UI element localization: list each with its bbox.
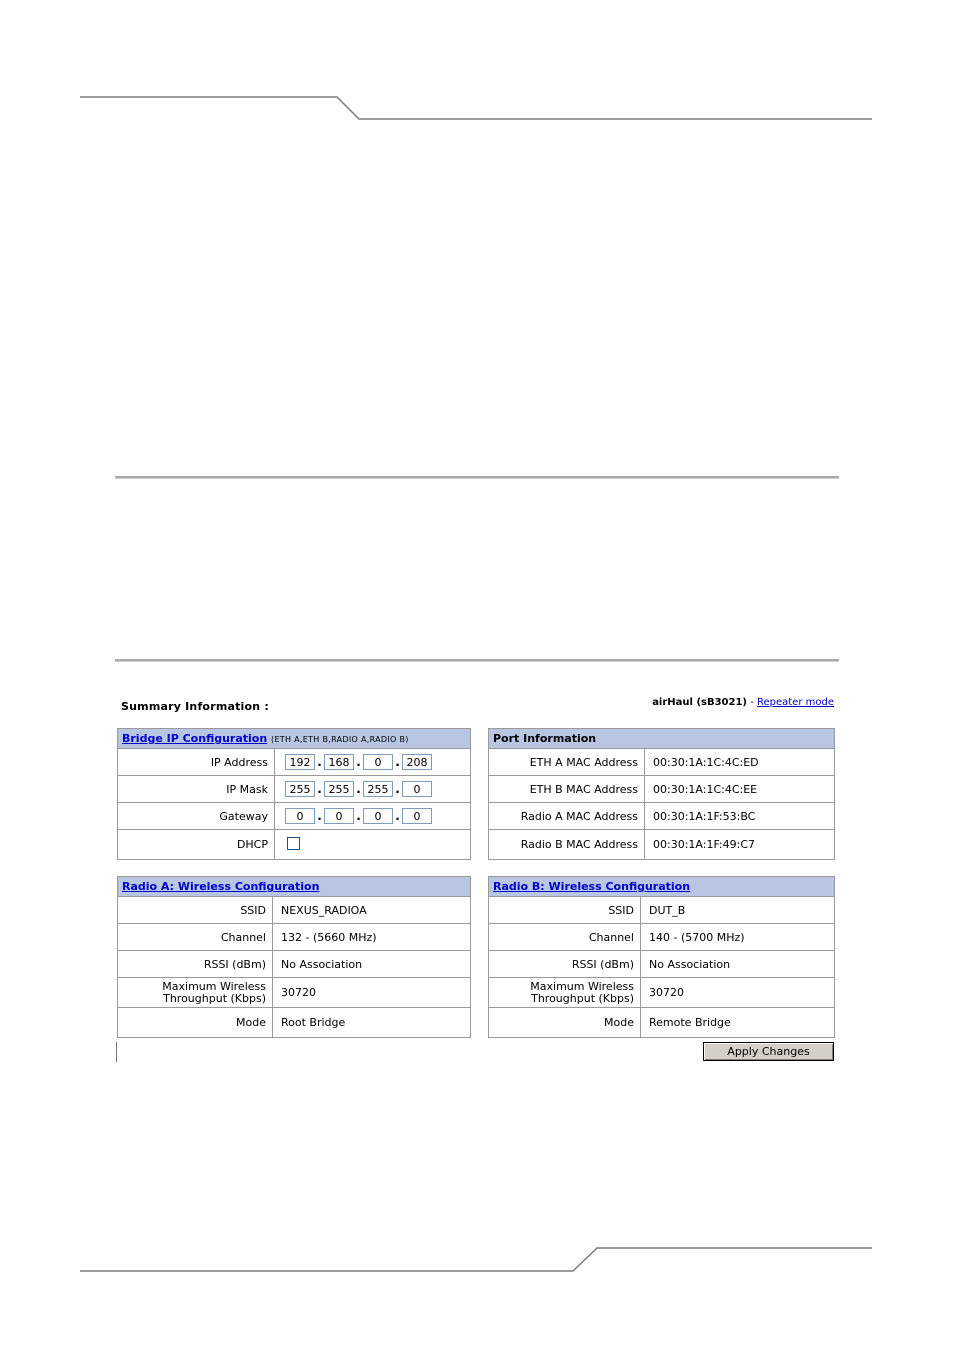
- ip-octet-2[interactable]: [324, 754, 354, 770]
- radio-b-mac-value: 00:30:1A:1F:49:C7: [645, 830, 835, 860]
- mask-octet-1[interactable]: [285, 781, 315, 797]
- radio-a-throughput-label: [118, 978, 273, 1008]
- radio-a-ssid-label: SSID: [118, 897, 273, 924]
- divider-top: [115, 476, 839, 479]
- radio-b-channel-label: Channel: [489, 924, 641, 951]
- radio-b-mac-label: Radio B MAC Address: [489, 830, 645, 860]
- gateway-cell: [275, 803, 471, 830]
- device-info: [652, 697, 834, 708]
- ip-address-field: 192 . 168 . 0 . 208: [285, 754, 432, 770]
- radio-a-mac-value: 00:30:1A:1F:53:BC: [645, 803, 835, 830]
- radio-b-rssi-value: No Association: [641, 951, 835, 978]
- ip-mask-label: IP Mask: [118, 776, 275, 803]
- ip-octet-1[interactable]: [285, 754, 315, 770]
- device-name: airHaul (sB3021): [652, 697, 747, 708]
- eth-b-mac-label: ETH B MAC Address: [489, 776, 645, 803]
- gateway-octet-2[interactable]: [324, 808, 354, 824]
- ip-address-cell: [275, 749, 471, 776]
- summary-panel: [115, 689, 839, 1064]
- bridge-ip-config-link[interactable]: Bridge IP Configuration: [122, 732, 268, 745]
- radio-a-throughput-label-line2: Throughput (Kbps): [163, 991, 266, 1005]
- ip-mask-field: 255 . 255 . 255 . 0: [285, 781, 432, 797]
- dhcp-cell: [275, 830, 471, 860]
- radio-b-ssid-label: SSID: [489, 897, 641, 924]
- radio-b-header: [489, 877, 835, 897]
- eth-a-mac-value: 00:30:1A:1C:4C:ED: [645, 749, 835, 776]
- port-info-table: [488, 728, 835, 860]
- gateway-octet-1[interactable]: [285, 808, 315, 824]
- radio-b-mode-label: Mode: [489, 1008, 641, 1038]
- port-info-header: Port Information: [489, 729, 835, 749]
- radio-a-mode-value: Root Bridge: [273, 1008, 471, 1038]
- ip-octet-4[interactable]: [402, 754, 432, 770]
- radio-a-config-link[interactable]: Radio A: Wireless Configuration: [122, 880, 320, 893]
- radio-b-ssid-value: DUT_B: [641, 897, 835, 924]
- bridge-ip-subtitle: (ETH A,ETH B,RADIO A,RADIO B): [271, 735, 409, 744]
- radio-b-config-link[interactable]: Radio B: Wireless Configuration: [493, 880, 691, 893]
- apply-changes-button[interactable]: Apply Changes: [703, 1042, 834, 1061]
- gateway-octet-3[interactable]: [363, 808, 393, 824]
- radio-b-throughput-label-line2: Throughput (Kbps): [531, 991, 634, 1005]
- radio-a-header: [118, 877, 471, 897]
- gateway-octet-4[interactable]: [402, 808, 432, 824]
- ip-octet-3[interactable]: [363, 754, 393, 770]
- dhcp-checkbox[interactable]: [287, 837, 300, 850]
- mask-octet-2[interactable]: [324, 781, 354, 797]
- device-separator: -: [750, 697, 754, 708]
- mask-octet-3[interactable]: [363, 781, 393, 797]
- radio-a-rssi-label: RSSI (dBm): [118, 951, 273, 978]
- summary-title: Summary Information :: [121, 700, 269, 713]
- radio-b-throughput-value: 30720: [641, 978, 835, 1008]
- panel-left-edge: [116, 1042, 117, 1062]
- radio-a-table: [117, 876, 471, 1038]
- repeater-mode-link[interactable]: Repeater mode: [756, 697, 834, 708]
- radio-b-throughput-label: [489, 978, 641, 1008]
- eth-a-mac-label: ETH A MAC Address: [489, 749, 645, 776]
- bridge-ip-table: [117, 728, 471, 860]
- radio-a-channel-label: Channel: [118, 924, 273, 951]
- radio-a-channel-value: 132 - (5660 MHz): [273, 924, 471, 951]
- radio-b-mode-value: Remote Bridge: [641, 1008, 835, 1038]
- ip-mask-cell: [275, 776, 471, 803]
- divider-bottom: [115, 659, 839, 662]
- mask-octet-4[interactable]: [402, 781, 432, 797]
- gateway-label: Gateway: [118, 803, 275, 830]
- radio-b-throughput-label-line1: Maximum Wireless: [530, 979, 634, 993]
- dhcp-label: DHCP: [118, 830, 275, 860]
- eth-b-mac-value: 00:30:1A:1C:4C:EE: [645, 776, 835, 803]
- radio-b-rssi-label: RSSI (dBm): [489, 951, 641, 978]
- radio-a-mac-label: Radio A MAC Address: [489, 803, 645, 830]
- radio-a-rssi-value: No Association: [273, 951, 471, 978]
- radio-b-table: [488, 876, 835, 1038]
- radio-a-ssid-value: NEXUS_RADIOA: [273, 897, 471, 924]
- bridge-ip-header: [118, 729, 471, 749]
- radio-a-throughput-value: 30720: [273, 978, 471, 1008]
- radio-a-throughput-label-line1: Maximum Wireless: [162, 979, 266, 993]
- radio-b-channel-value: 140 - (5700 MHz): [641, 924, 835, 951]
- gateway-field: 0 . 0 . 0 . 0: [285, 808, 432, 824]
- radio-a-mode-label: Mode: [118, 1008, 273, 1038]
- ip-address-label: IP Address: [118, 749, 275, 776]
